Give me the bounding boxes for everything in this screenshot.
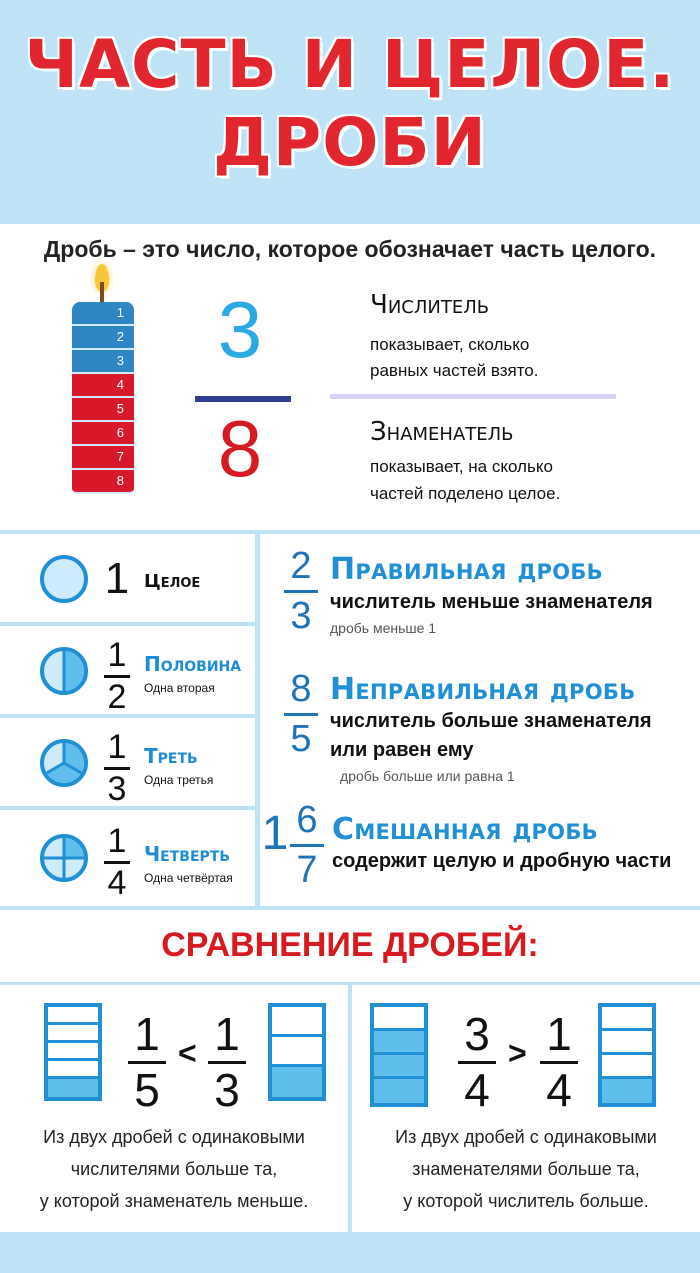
half-label: Половина: [144, 652, 242, 676]
fraction-types-panel: [260, 534, 700, 906]
one-quarter-bar: [598, 1003, 656, 1107]
mixed-fraction-line: [290, 844, 324, 847]
right-a-denominator: 4: [464, 1064, 490, 1116]
left-fraction-a: [128, 1008, 166, 1116]
whole-value: 1: [104, 554, 130, 603]
left-b-numerator: 1: [214, 1008, 240, 1060]
mixed-fraction: [290, 800, 324, 890]
quarter-numerator: 1: [107, 822, 127, 860]
title-line-2: ДРОБИ: [213, 104, 487, 181]
left-row-quarter: [0, 810, 255, 906]
less-than-sign: <: [178, 1035, 197, 1071]
mixed-denominator: 7: [296, 849, 318, 891]
left-row-whole: [0, 534, 255, 622]
header: [0, 0, 700, 222]
proper-title: Правильная дробь: [330, 552, 603, 587]
fraction-numerator: 3: [217, 285, 263, 374]
whole-circle-icon: [40, 555, 88, 603]
numerator-term: Числитель: [370, 290, 490, 320]
title-line-1: ЧАСТЬ И ЦЕЛОЕ.: [24, 26, 676, 103]
definition-text: Дробь – это число, которое обозначает часть целого.: [43, 236, 657, 262]
left-rule-line-3: у которой знаменатель меньше.: [39, 1191, 309, 1211]
improper-desc-line-2: или равен ему: [330, 739, 474, 761]
right-b-numerator: 1: [546, 1008, 572, 1060]
left-row-third: [0, 718, 255, 806]
page-title: [0, 26, 700, 182]
denominator-term: Знаменатель: [370, 417, 514, 447]
proper-fraction: [284, 546, 318, 636]
footer-band: [0, 1240, 700, 1273]
candle-segment: 3: [72, 350, 134, 374]
quarter-subtitle: Одна четвёртая: [144, 871, 233, 885]
mixed-title: Смешанная дробь: [332, 812, 598, 847]
improper-title: Неправильная дробь: [330, 672, 636, 707]
comparison-right-card: [352, 985, 700, 1232]
candle-segment: 2: [72, 326, 134, 350]
proper-numerator: 2: [290, 545, 312, 587]
fraction-line: [195, 396, 291, 402]
proper-fraction-line: [284, 590, 318, 593]
whole-label: Целое: [144, 571, 201, 592]
right-b-denominator: 4: [546, 1064, 572, 1116]
proper-note: дробь меньше 1: [330, 620, 437, 636]
candle-segment: 5: [72, 398, 134, 422]
greater-than-sign: >: [508, 1035, 527, 1071]
third-fraction: [104, 728, 130, 810]
improper-note: дробь больше или равна 1: [340, 768, 515, 784]
left-rule-line-2: числителями больше та,: [70, 1159, 278, 1179]
candle-segment: 6: [72, 422, 134, 446]
denominator-desc-line-2: частей поделено целое.: [370, 484, 561, 503]
right-rule-line-3: у которой числитель больше.: [403, 1191, 649, 1211]
half-numerator: 1: [107, 636, 127, 674]
third-circle-icon: [40, 739, 88, 787]
quarter-circle-icon: [40, 834, 88, 882]
mixed-desc: содержит целую и дробную части: [332, 850, 672, 872]
numerator-desc-line-1: показывает, сколько: [370, 335, 530, 354]
comparison-title: СРАВНЕНИЕ ДРОБЕЙ:: [161, 926, 539, 964]
candle-segment: 1: [72, 302, 134, 326]
left-a-denominator: 5: [134, 1064, 160, 1116]
wick: [100, 282, 104, 302]
left-b-denominator: 3: [214, 1064, 240, 1116]
improper-fraction: [284, 669, 318, 759]
left-row-half: [0, 626, 255, 714]
third-denominator: 3: [107, 770, 127, 808]
right-fraction-b: [540, 1008, 578, 1116]
half-circle-icon: [40, 647, 88, 695]
left-a-numerator: 1: [134, 1008, 160, 1060]
third-numerator: 1: [107, 728, 127, 766]
candle-segment: 8: [72, 470, 134, 494]
left-rule-text: [0, 1121, 348, 1217]
proper-desc: числитель меньше знаменателя: [330, 591, 653, 613]
improper-numerator: 8: [290, 668, 312, 710]
half-fraction: [104, 636, 130, 718]
half-denominator: 2: [107, 678, 127, 716]
mixed-numerator: 6: [296, 799, 318, 841]
proper-denominator: 3: [290, 595, 312, 637]
three-quarters-bar: [370, 1003, 428, 1107]
mixed-whole: 1: [261, 807, 289, 860]
quarter-label: Четверть: [144, 842, 230, 866]
fraction-denominator: 8: [217, 404, 263, 493]
quarter-denominator: 4: [107, 864, 127, 902]
improper-desc-line-1: числитель больше знаменателя: [330, 710, 652, 732]
right-rule-line-2: знаменателями больше та,: [412, 1159, 640, 1179]
improper-denominator: 5: [290, 718, 312, 760]
candle-segment: 7: [72, 446, 134, 470]
comparison-left-card: [0, 985, 348, 1232]
half-subtitle: Одна вторая: [144, 681, 215, 695]
right-fraction-a: [458, 1008, 496, 1116]
candle-segment: 4: [72, 374, 134, 398]
left-fraction-b: [208, 1008, 246, 1116]
right-a-numerator: 3: [464, 1008, 490, 1060]
third-subtitle: Одна третья: [144, 773, 214, 787]
term-divider: [330, 394, 616, 399]
right-rule-line-1: Из двух дробей с одинаковыми: [395, 1127, 657, 1147]
third-label: Треть: [144, 744, 198, 768]
thirds-bar: [268, 1003, 326, 1101]
left-rule-line-1: Из двух дробей с одинаковыми: [43, 1127, 305, 1147]
right-rule-text: [352, 1121, 700, 1217]
quarter-fraction: [104, 822, 130, 904]
denominator-desc-line-1: показывает, на сколько: [370, 457, 553, 476]
candle-illustration: [72, 302, 134, 512]
numerator-desc-line-2: равных частей взято.: [370, 361, 539, 380]
improper-fraction-line: [284, 713, 318, 716]
fifths-bar: [44, 1003, 102, 1101]
